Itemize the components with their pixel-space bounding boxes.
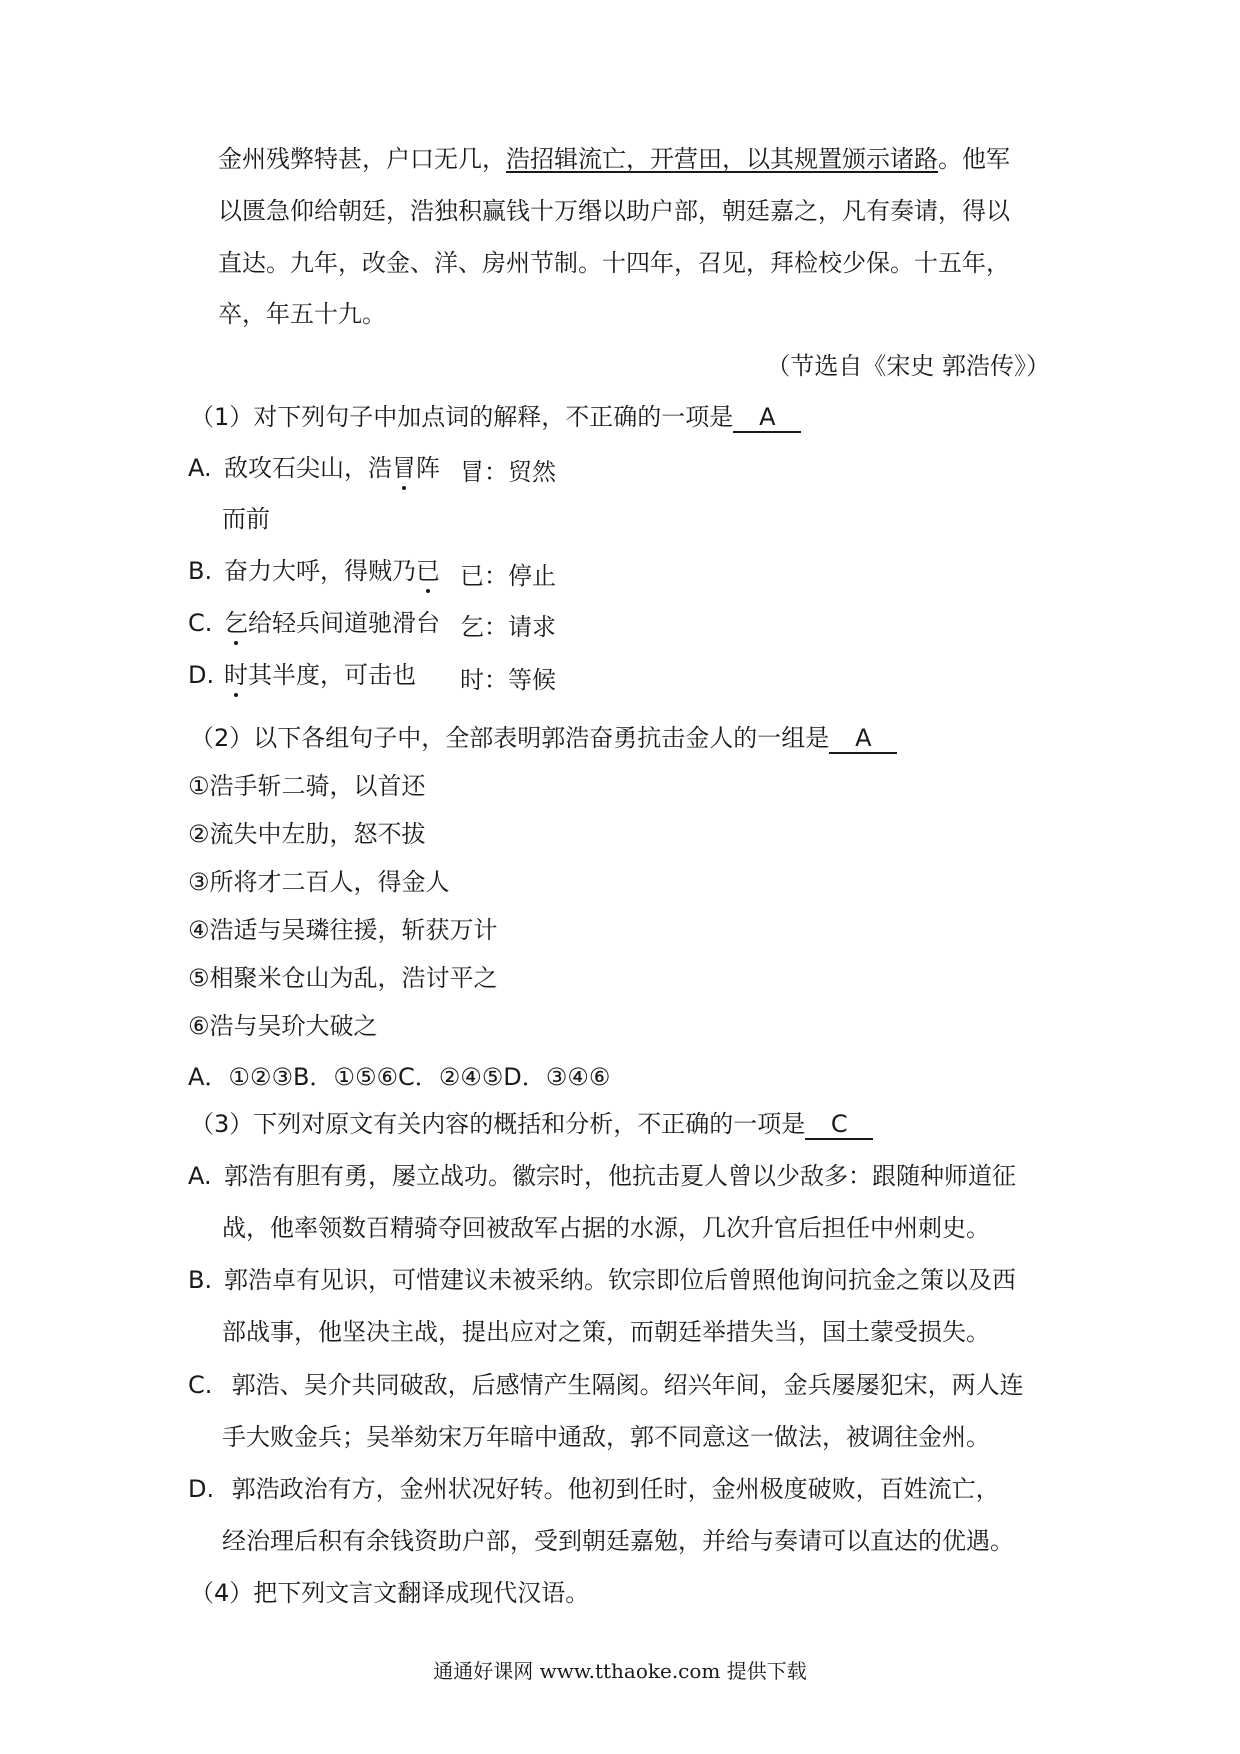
option-text: 给轻兵间道驰滑台 [248, 609, 440, 637]
q3-option-a-cont: 战，他率领数百精骑夺回被敌军占据的水源，几次升官后担任中州刺史。 [222, 1214, 990, 1242]
q1-option-a-continuation: 而前 [222, 505, 270, 533]
q3-option-b [188, 1264, 1016, 1296]
page-footer: 通通好课网 www.tthaoke.com 提供下载 [433, 1659, 807, 1683]
q1-option-c-gloss: 乞：请求 [460, 613, 556, 641]
underlined-sentence: 浩招辑流亡，开营田，以其规置颁示诸路 [506, 145, 938, 173]
question-3-stem [190, 1108, 873, 1140]
option-text: 郭浩政治有方，金州状况好转。他初到任时，金州极度破败，百姓流亡， [224, 1475, 1000, 1503]
passage-line-3: 直达。九年，改金、洋、房州节制。十四年，召见，拜检校少保。十五年， [218, 249, 1010, 277]
option-label: A. [188, 454, 212, 482]
dotted-word: 冒 [392, 454, 416, 482]
q3-option-c [188, 1369, 1024, 1401]
q2-item: ②流失中左肋，怒不拔 [188, 820, 426, 848]
question-text: （2）以下各组句子中，全部表明郭浩奋勇抗击金人的一组是 [190, 724, 830, 752]
option-label: C. [188, 1371, 213, 1399]
option-label: B. [188, 1266, 213, 1294]
question-text: （1）对下列句子中加点词的解释，不正确的一项是 [190, 403, 734, 431]
question-text: （3）下列对原文有关内容的概括和分析，不正确的一项是 [190, 1110, 806, 1138]
dotted-word: 乞 [224, 609, 248, 637]
option-text: 郭浩、吴介共同破敌，后感情产生隔阂。绍兴年间，金兵屡屡犯宋，两人连 [224, 1371, 1024, 1399]
option-text: 郭浩有胆有勇，屡立战功。徽宗时，他抗击夏人曾以少敌多：跟随种师道征 [224, 1162, 1016, 1190]
q2-item: ⑥浩与吴玠大破之 [188, 1012, 378, 1040]
passage-line-4: 卒，年五十九。 [218, 300, 386, 328]
question-2-stem [190, 722, 897, 754]
q1-option-b [188, 555, 440, 587]
option-label: C. [188, 609, 213, 637]
option-label: D. [188, 661, 215, 689]
q2-item: ①浩手斩二骑，以首还 [188, 772, 426, 800]
answer-blank: C [805, 1110, 873, 1140]
q1-option-d-gloss: 时：等候 [460, 666, 556, 694]
passage-text: 。他军 [938, 145, 1010, 173]
q2-item: ③所将才二百人，得金人 [188, 868, 450, 896]
option-label: D. [188, 1475, 215, 1503]
option-text: 奋力大呼，得贼乃 [224, 557, 416, 585]
q1-option-b-gloss: 已：停止 [460, 562, 556, 590]
option-text: 阵 [416, 454, 440, 482]
answer-blank: A [733, 403, 801, 433]
q3-option-a [188, 1160, 1016, 1192]
q1-option-a-gloss: 冒：贸然 [460, 458, 556, 486]
option-label: A. [188, 1162, 212, 1190]
question-4-stem: （4）把下列文言文翻译成现代汉语。 [190, 1579, 590, 1607]
q2-item: ④浩适与吴璘往援，斩获万计 [188, 916, 498, 944]
q3-option-d [188, 1473, 1000, 1505]
option-label: B. [188, 557, 213, 585]
option-text: 敌攻石尖山，浩 [224, 454, 392, 482]
q1-option-a [188, 452, 440, 484]
passage-text: 金州残弊特甚，户口无几， [218, 145, 506, 173]
option-text: 其半度，可击也 [248, 661, 416, 689]
question-1-stem [190, 401, 801, 433]
dotted-word: 时 [224, 661, 248, 689]
answer-blank: A [829, 724, 897, 754]
q3-option-d-cont: 经治理后积有余钱资助户部，受到朝廷嘉勉，并给与奏请可以直达的优遇。 [222, 1527, 1014, 1555]
q3-option-b-cont: 部战事，他坚决主战，提出应对之策，而朝廷举措失当，国土蒙受损失。 [222, 1318, 990, 1346]
q2-choices: A．①②③B．①⑤⑥C．②④⑤D．③④⑥ [188, 1063, 611, 1091]
q1-option-c [188, 607, 440, 639]
q1-option-d [188, 659, 416, 691]
passage-line-1 [218, 143, 1010, 175]
option-text: 郭浩卓有见识，可惜建议未被采纳。钦宗即位后曾照他询问抗金之策以及西 [224, 1266, 1016, 1294]
q2-item: ⑤相聚米仓山为乱，浩讨平之 [188, 964, 498, 992]
dotted-word: 已 [416, 557, 440, 585]
q3-option-c-cont: 手大败金兵；吴举劾宋万年暗中通敌，郭不同意这一做法，被调往金州。 [222, 1423, 990, 1451]
source-citation: （节选自《宋史 郭浩传》） [766, 352, 1050, 380]
passage-line-2: 以匮急仰给朝廷，浩独积赢钱十万缗以助户部，朝廷嘉之，凡有奏请，得以 [218, 197, 1010, 225]
